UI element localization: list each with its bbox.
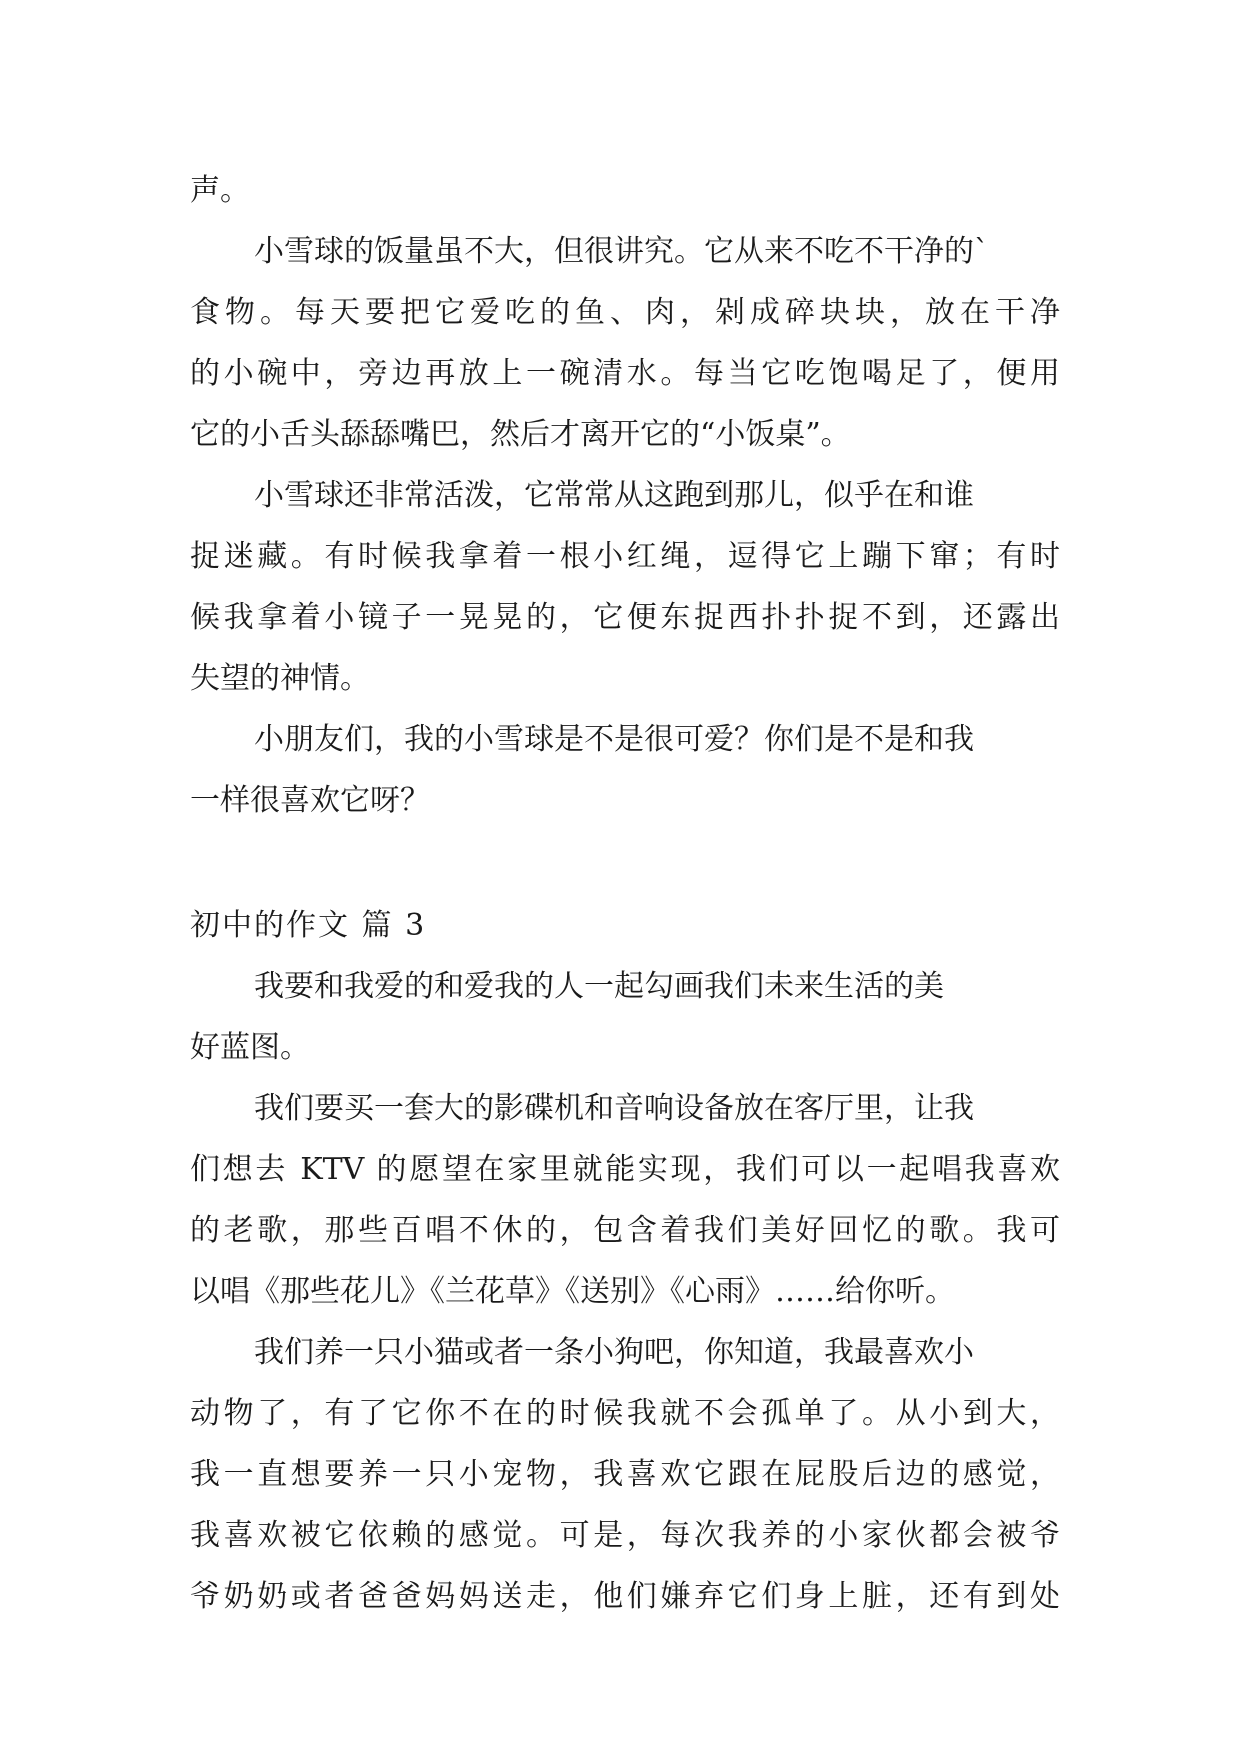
text-line: 一样很喜欢它呀？ xyxy=(190,783,430,818)
text-line: 它的小舌头舔舔嘴巴，然后才离开它的“小饭桌”。 xyxy=(190,417,851,452)
paragraph-start-line: 我们要买一套大的影碟机和音响设备放在客厅里，让我 xyxy=(254,1091,974,1126)
section-heading: 初中的作文 篇 3 xyxy=(190,908,427,943)
text-line: 捉迷藏。有时候我拿着一根小红绳，逗得它上蹦下窜；有时 xyxy=(190,539,1060,574)
paragraph-start-line: 我要和我爱的和爱我的人一起勾画我们未来生活的美 xyxy=(254,969,944,1004)
text-line: 的老歌，那些百唱不休的，包含着我们美好回忆的歌。我可 xyxy=(190,1213,1060,1248)
text-line: 爷奶奶或者爸爸妈妈送走，他们嫌弃它们身上脏，还有到处 xyxy=(190,1579,1060,1614)
text-line: 动物了，有了它你不在的时候我就不会孤单了。从小到大， xyxy=(190,1396,1060,1431)
text-line: 我喜欢被它依赖的感觉。可是，每次我养的小家伙都会被爷 xyxy=(190,1518,1060,1553)
essay-text xyxy=(190,160,1060,1627)
text-line: 们想去 KTV 的愿望在家里就能实现，我们可以一起唱我喜欢 xyxy=(190,1152,1060,1187)
text-line: 食物。每天要把它爱吃的鱼、肉，剁成碎块块，放在干净 xyxy=(190,295,1060,330)
text-line: 候我拿着小镜子一晃晃的，它便东捉西扑扑捉不到，还露出 xyxy=(190,600,1060,635)
paragraph-start-line: 小雪球的饭量虽不大，但很讲究。它从来不吃不干净的` xyxy=(254,234,989,269)
paragraph-start-line: 小朋友们，我的小雪球是不是很可爱？你们是不是和我 xyxy=(254,722,974,757)
section-gap xyxy=(190,831,1060,895)
paragraph-start-line: 我们养一只小猫或者一条小狗吧，你知道，我最喜欢小 xyxy=(254,1335,974,1370)
text-line: 好蓝图。 xyxy=(190,1030,310,1065)
text-line: 我一直想要养一只小宠物，我喜欢它跟在屁股后边的感觉， xyxy=(190,1457,1060,1492)
paragraph-start-line: 小雪球还非常活泼，它常常从这跑到那儿，似乎在和谁 xyxy=(254,478,974,513)
text-line: 的小碗中，旁边再放上一碗清水。每当它吃饱喝足了，便用 xyxy=(190,356,1060,391)
text-line: 声。 xyxy=(190,173,250,208)
text-line: 以唱《那些花儿》《兰花草》《送别》《心雨》……给你听。 xyxy=(190,1274,955,1309)
text-line: 失望的神情。 xyxy=(190,661,370,696)
